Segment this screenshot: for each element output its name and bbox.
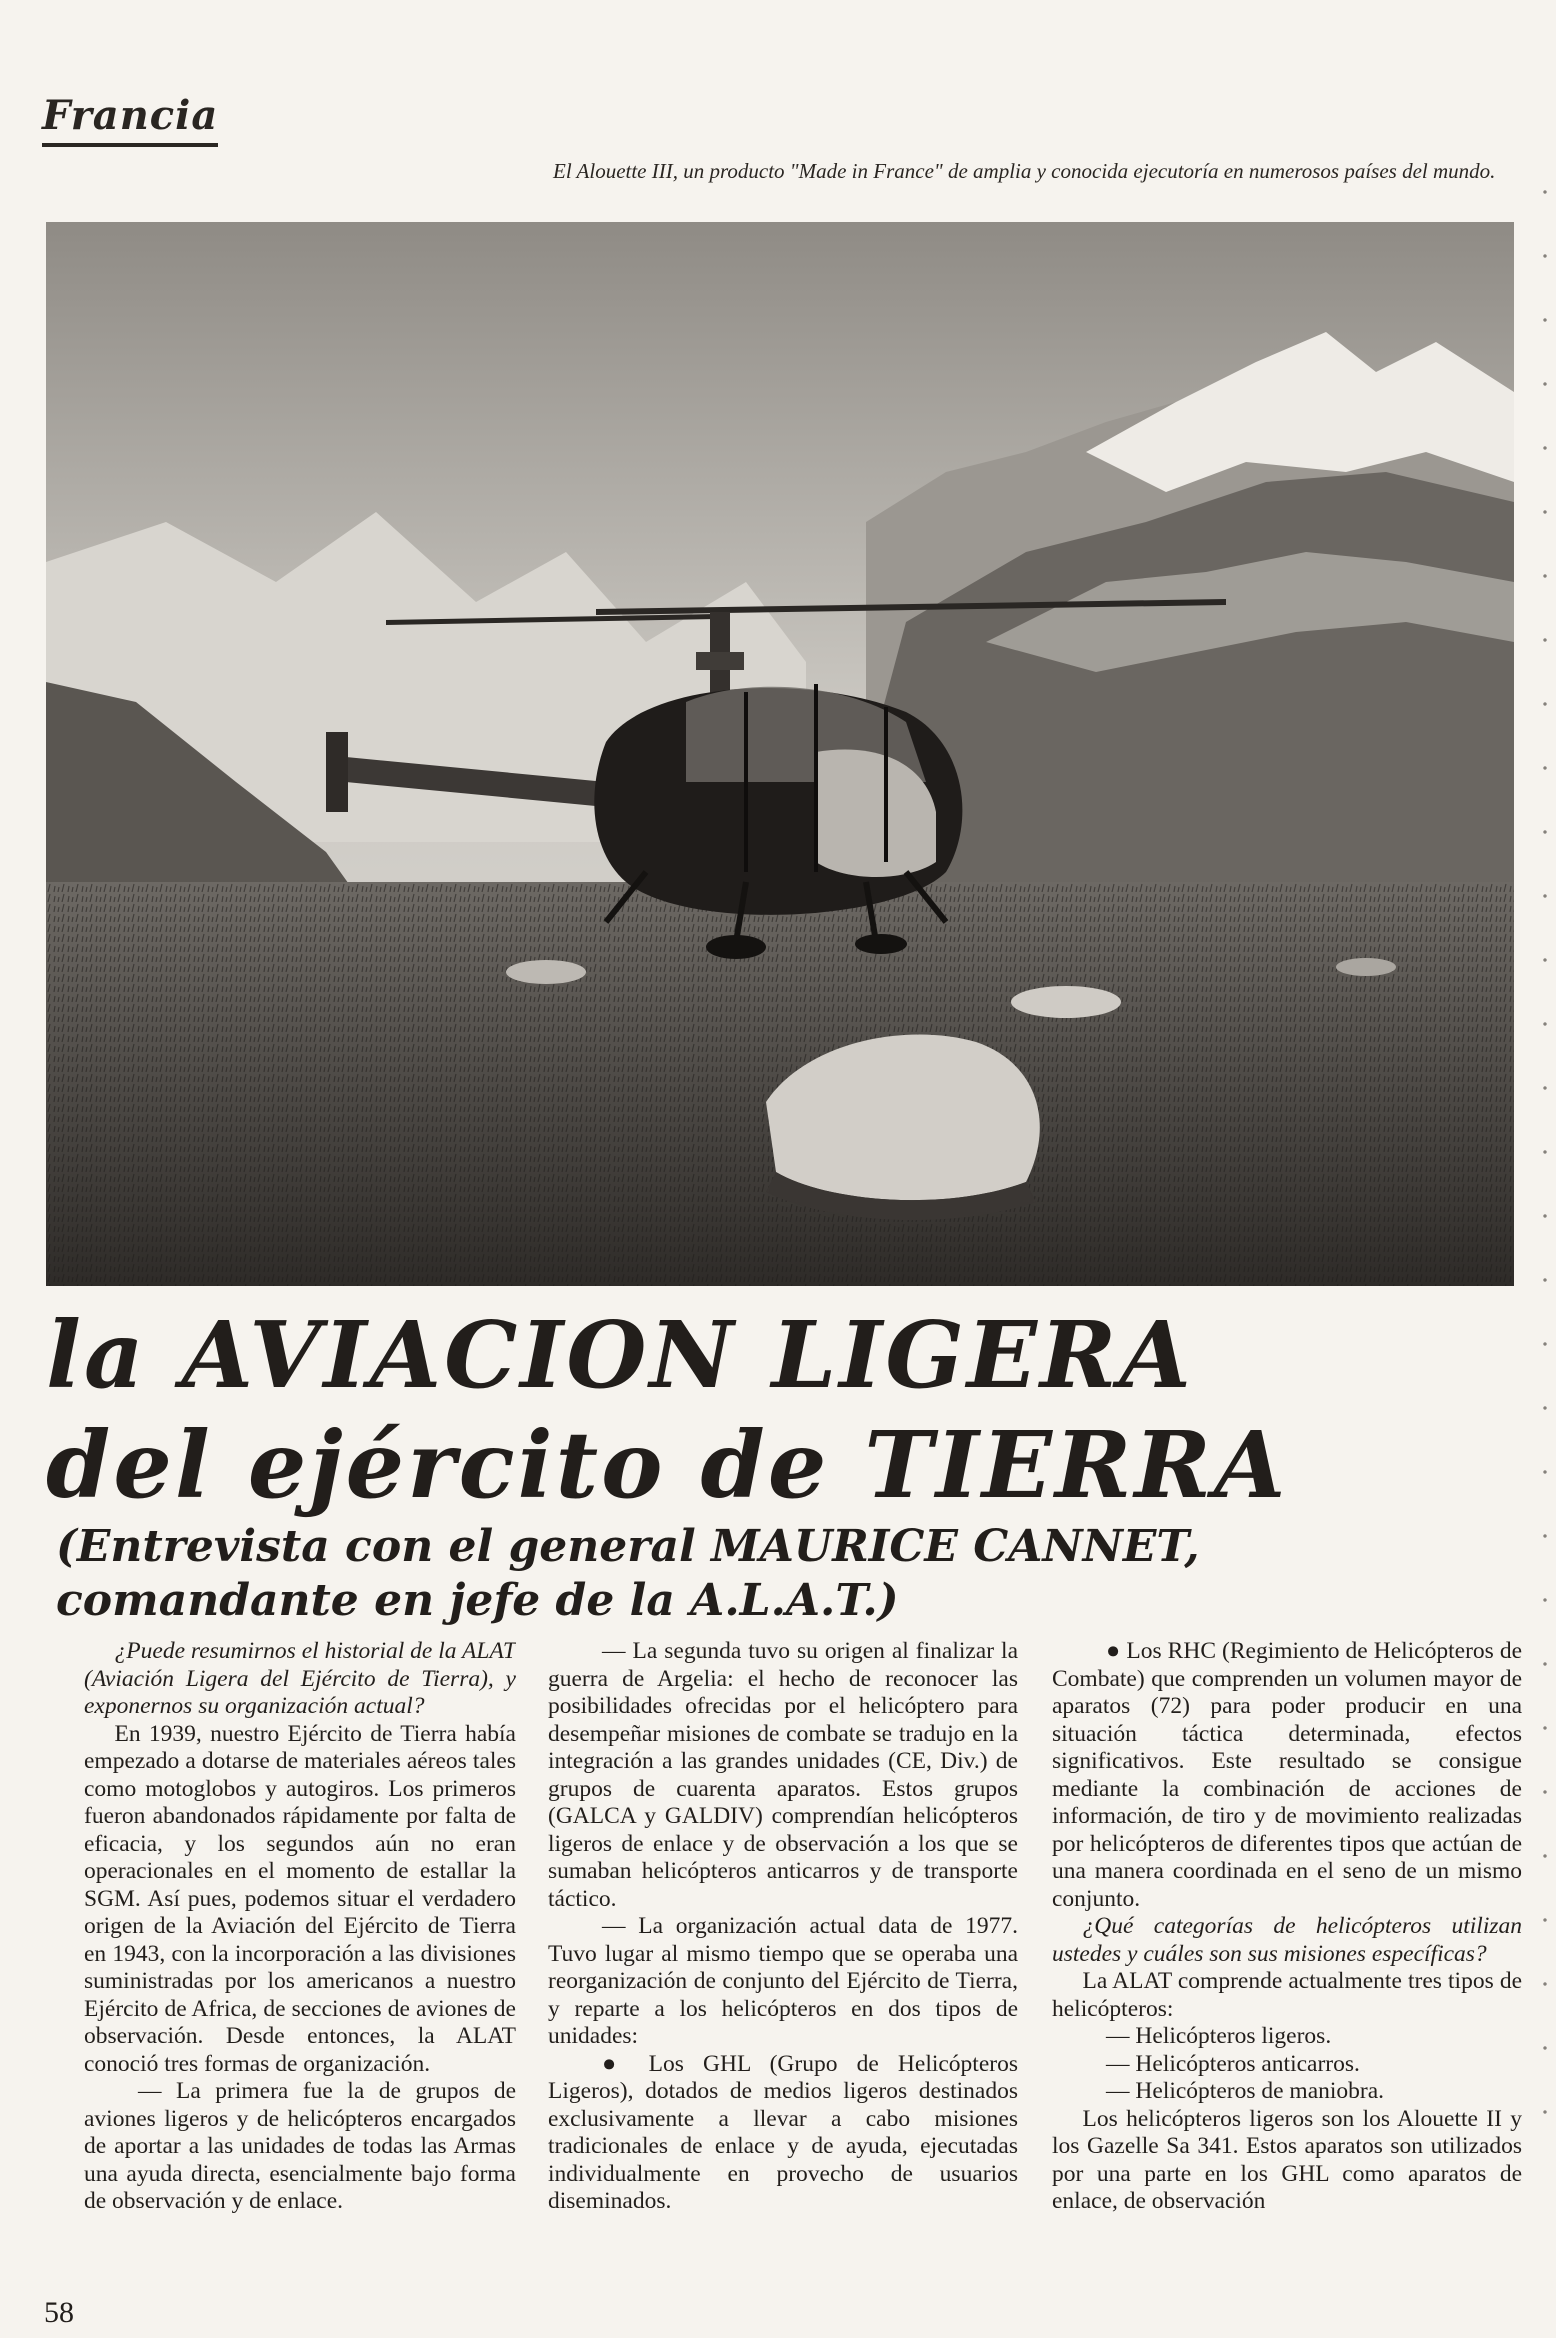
article-subtitle-line-2: comandante en jefe de la A.L.A.T.) (56, 1575, 899, 1626)
article-title-line-2: del ejército de TIERRA (46, 1411, 1289, 1519)
binding-margin-marks (1540, 160, 1550, 2160)
article-column-2 (548, 1638, 1018, 2278)
photo-caption: El Alouette III, un producto "Made in France" de amplia y conocida ejecutoría en numerosos países del mundo. (553, 159, 1496, 183)
helicopter-photo (46, 222, 1514, 1286)
list-item: — Helicópteros de maniobra. (1106, 2078, 1385, 2104)
interview-question: ¿Qué categorías de helicópteros utilizan ustedes y cuáles son sus misiones específicas? (1052, 1913, 1522, 1967)
article-subtitle (56, 1520, 1526, 1628)
list-item: — Helicópteros ligeros. (1106, 2023, 1332, 2049)
interview-question: ¿Puede resumirnos el historial de la ALAT (Aviación Ligera del Ejército de Tierra), y exponernos su organización actual? (84, 1638, 516, 1719)
body-paragraph: — La segunda tuvo su origen al finalizar la guerra de Argelia: el hecho de reconocer las posibilidades ofrecidas por el helicóptero para desempeñar misiones de combate se tradujo en la integración a las grandes unidades (CE, Div.) de grupos de cuarenta aparatos. Estos grupos (GALCA y GALDIV) comprendían helicópteros ligeros de enlace y de observación a los que se sumaban helicópteros anticarros y de transporte táctico. (548, 1638, 1018, 1912)
body-paragraph: En 1939, nuestro Ejército de Tierra había empezado a dotarse de materiales aéreos tales como motoglobos y autogiros. Los primeros fueron abandonados rápidamente por falta de eficacia, y los segundos aún no eran operacionales en el momento de estallar la SGM. Así pues, podemos situar el verdadero origen de la Aviación del Ejército de Tierra en 1943, con la incorporación a las divisiones suministradas por los americanos a nuestro Ejército de Africa, de secciones de aviones de observación. Desde entonces, la ALAT conoció tres formas de organización. (84, 1720, 516, 2077)
body-paragraph: Los helicópteros ligeros son los Alouette II y los Gazelle Sa 341. Estos aparatos son utilizados por una parte en los GHL como aparatos de enlace, de observación (1052, 2105, 1522, 2214)
list-item: — Helicópteros anticarros. (1106, 2050, 1360, 2077)
article-column-1 (84, 1638, 516, 2278)
body-paragraph: — La primera fue la de grupos de aviones ligeros y de helicópteros encargados de aportar a las unidades de todas las Armas una ayuda directa, esencialmente bajo forma de observación y de enlace. (84, 2078, 516, 2214)
list-item: ● Los GHL (Grupo de Helicópteros Ligeros), dotados de medios ligeros destinados exclusivamente a llevar a cabo misiones tradicionales de enlace y de ayuda, ejecutadas individualmente en provecho de usuarios diseminados. (548, 2050, 1018, 2214)
body-paragraph: La ALAT comprende actualmente tres tipos de helicópteros: (1052, 1968, 1522, 2022)
article-subtitle-line-1: (Entrevista con el general MAURICE CANNET, (56, 1521, 1200, 1572)
article-title-line-1: la AVIACION LIGERA (46, 1301, 1194, 1409)
section-label: Francia (42, 92, 218, 147)
body-paragraph: — La organización actual data de 1977. Tuvo lugar al mismo tiempo que se operaba una reorganización de conjunto del Ejército de Tierra, y reparte a los helicópteros en dos tipos de unidades: (548, 1913, 1018, 2049)
helicopter-photo-illustration (46, 222, 1514, 1286)
article-column-3 (1052, 1638, 1522, 2278)
page-number: 58 (44, 2296, 74, 2329)
list-item: ● Los RHC (Regimiento de Helicópteros de Combate) que comprenden un volumen mayor de aparatos (72) para poder producir en una situación táctica determinada, efectos significativos. Este resultado se consigue mediante la combinación de acciones de información, de tiro y de movimiento realizadas por helicópteros de diferentes tipos que actúan de una manera coordinada en el seno de un mismo conjunto. (1052, 1638, 1522, 1912)
